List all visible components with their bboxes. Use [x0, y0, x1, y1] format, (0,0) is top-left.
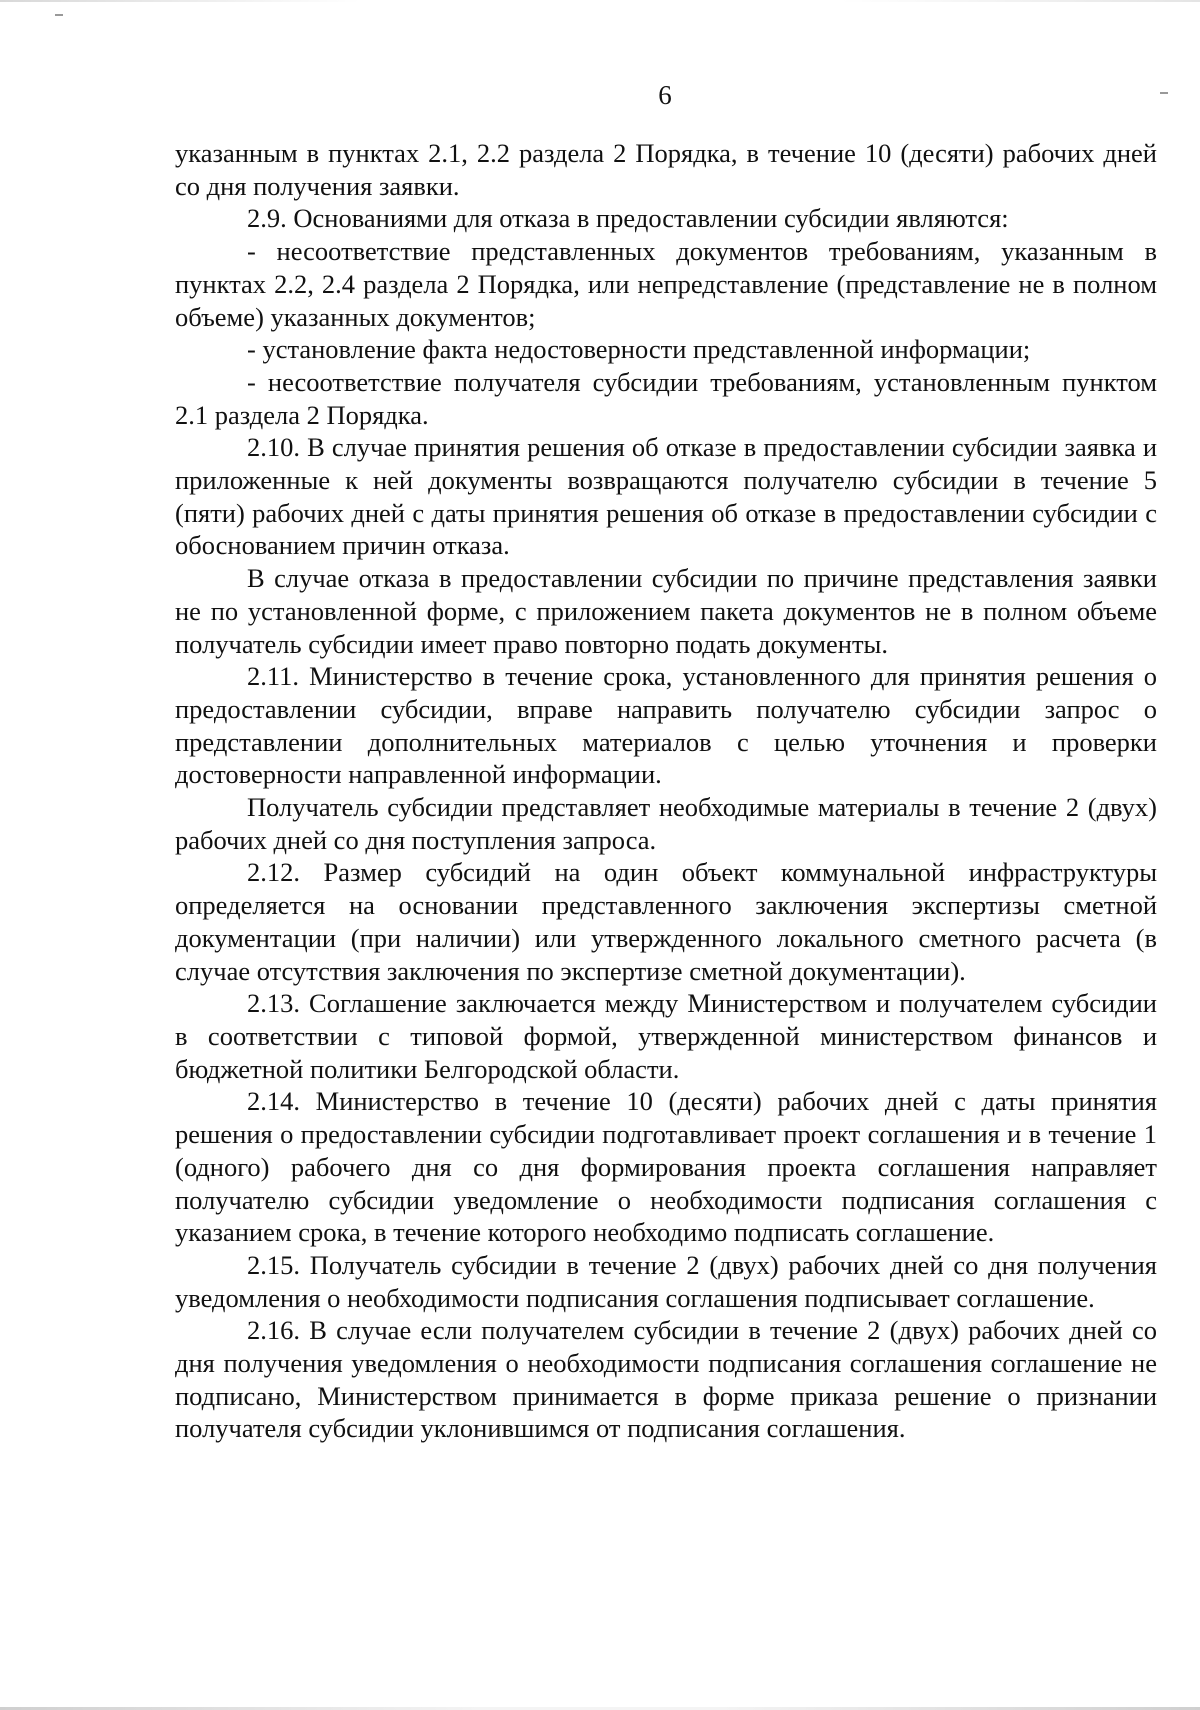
paragraph-2-13: 2.13. Соглашение заключается между Министерством и получателем субсидии в соответствии с типовой формой, утвержденной министерством финансов и бюджетной политики Белгородской области. — [175, 988, 1157, 1084]
paragraph-2-10-continued: В случае отказа в предоставлении субсидии по причине представления заявки не по установленной форме, с приложением пакета документов не в полном объеме получатель субсидии имеет право повторно подать документы. — [175, 563, 1157, 659]
paragraph-2-12: 2.12. Размер субсидий на один объект коммунальной инфраструктуры определяется на основании представленного заключения экспертизы сметной документации (при наличии) или утвержденного локального сметного расчета (в случае отсутствия заключения по экспертизе сметной документации). — [175, 857, 1157, 986]
paragraph-2-14: 2.14. Министерство в течение 10 (десяти) рабочих дней с даты принятия решения о предоставлении субсидии подготавливает проект соглашения и в течение 1 (одного) рабочего дня со дня формирования проекта соглашения направляет получателю субсидии уведомление о необходимости подписания соглашения с указанием срока, в течение которого необходимо подписать соглашение. — [175, 1086, 1157, 1248]
paragraph-2-9-item-1: - несоответствие представленных документов требованиям, указанным в пунктах 2.2, 2.4 раздела 2 Порядка, или непредставление (представление не в полном объеме) указанных документов; — [175, 236, 1157, 332]
paragraph-2-9-item-2: - установление факта недостоверности представленной информации; — [247, 334, 1031, 365]
paragraph-2-10: 2.10. В случае принятия решения об отказе в предоставлении субсидии заявка и приложенные к ней документы возвращаются получателю субсидии в течение 5 (пяти) рабочих дней с даты принятия решения об отказе в предоставлении субсидии с обоснованием причин отказа. — [175, 432, 1157, 561]
scan-edge-top — [0, 0, 1200, 2]
paragraph-2-11: 2.11. Министерство в течение срока, установленного для принятия решения о предоставлении субсидии, вправе направить получателю субсидии запрос о представлении дополнительных материалов с целью уточнения и проверки достоверности направленной информации. — [175, 661, 1157, 790]
page-number: 6 — [658, 80, 672, 110]
document-body — [175, 137, 1157, 1445]
paragraph-continuation: указанным в пунктах 2.1, 2.2 раздела 2 Порядка, в течение 10 (десяти) рабочих дней со дня получения заявки. — [175, 138, 1157, 201]
scan-mark-left — [55, 14, 63, 16]
paragraph-2-16: 2.16. В случае если получателем субсидии в течение 2 (двух) рабочих дней со дня получения уведомления о необходимости подписания соглашения соглашение не подписано, Министерством принимается в форме приказа решение о признании получателя субсидии уклонившимся от подписания соглашения. — [175, 1315, 1157, 1444]
paragraph-2-11-continued: Получатель субсидии представляет необходимые материалы в течение 2 (двух) рабочих дней со дня поступления запроса. — [175, 792, 1157, 855]
paragraph-2-9-item-3: - несоответствие получателя субсидии требованиям, установленным пунктом 2.1 раздела 2 Порядка. — [175, 366, 1157, 430]
paragraph-2-9: 2.9. Основаниями для отказа в предоставлении субсидии являются: — [247, 203, 1009, 234]
paragraph-2-15: 2.15. Получатель субсидии в течение 2 (двух) рабочих дней со дня получения уведомления о необходимости подписания соглашения подписывает соглашение. — [175, 1249, 1157, 1313]
